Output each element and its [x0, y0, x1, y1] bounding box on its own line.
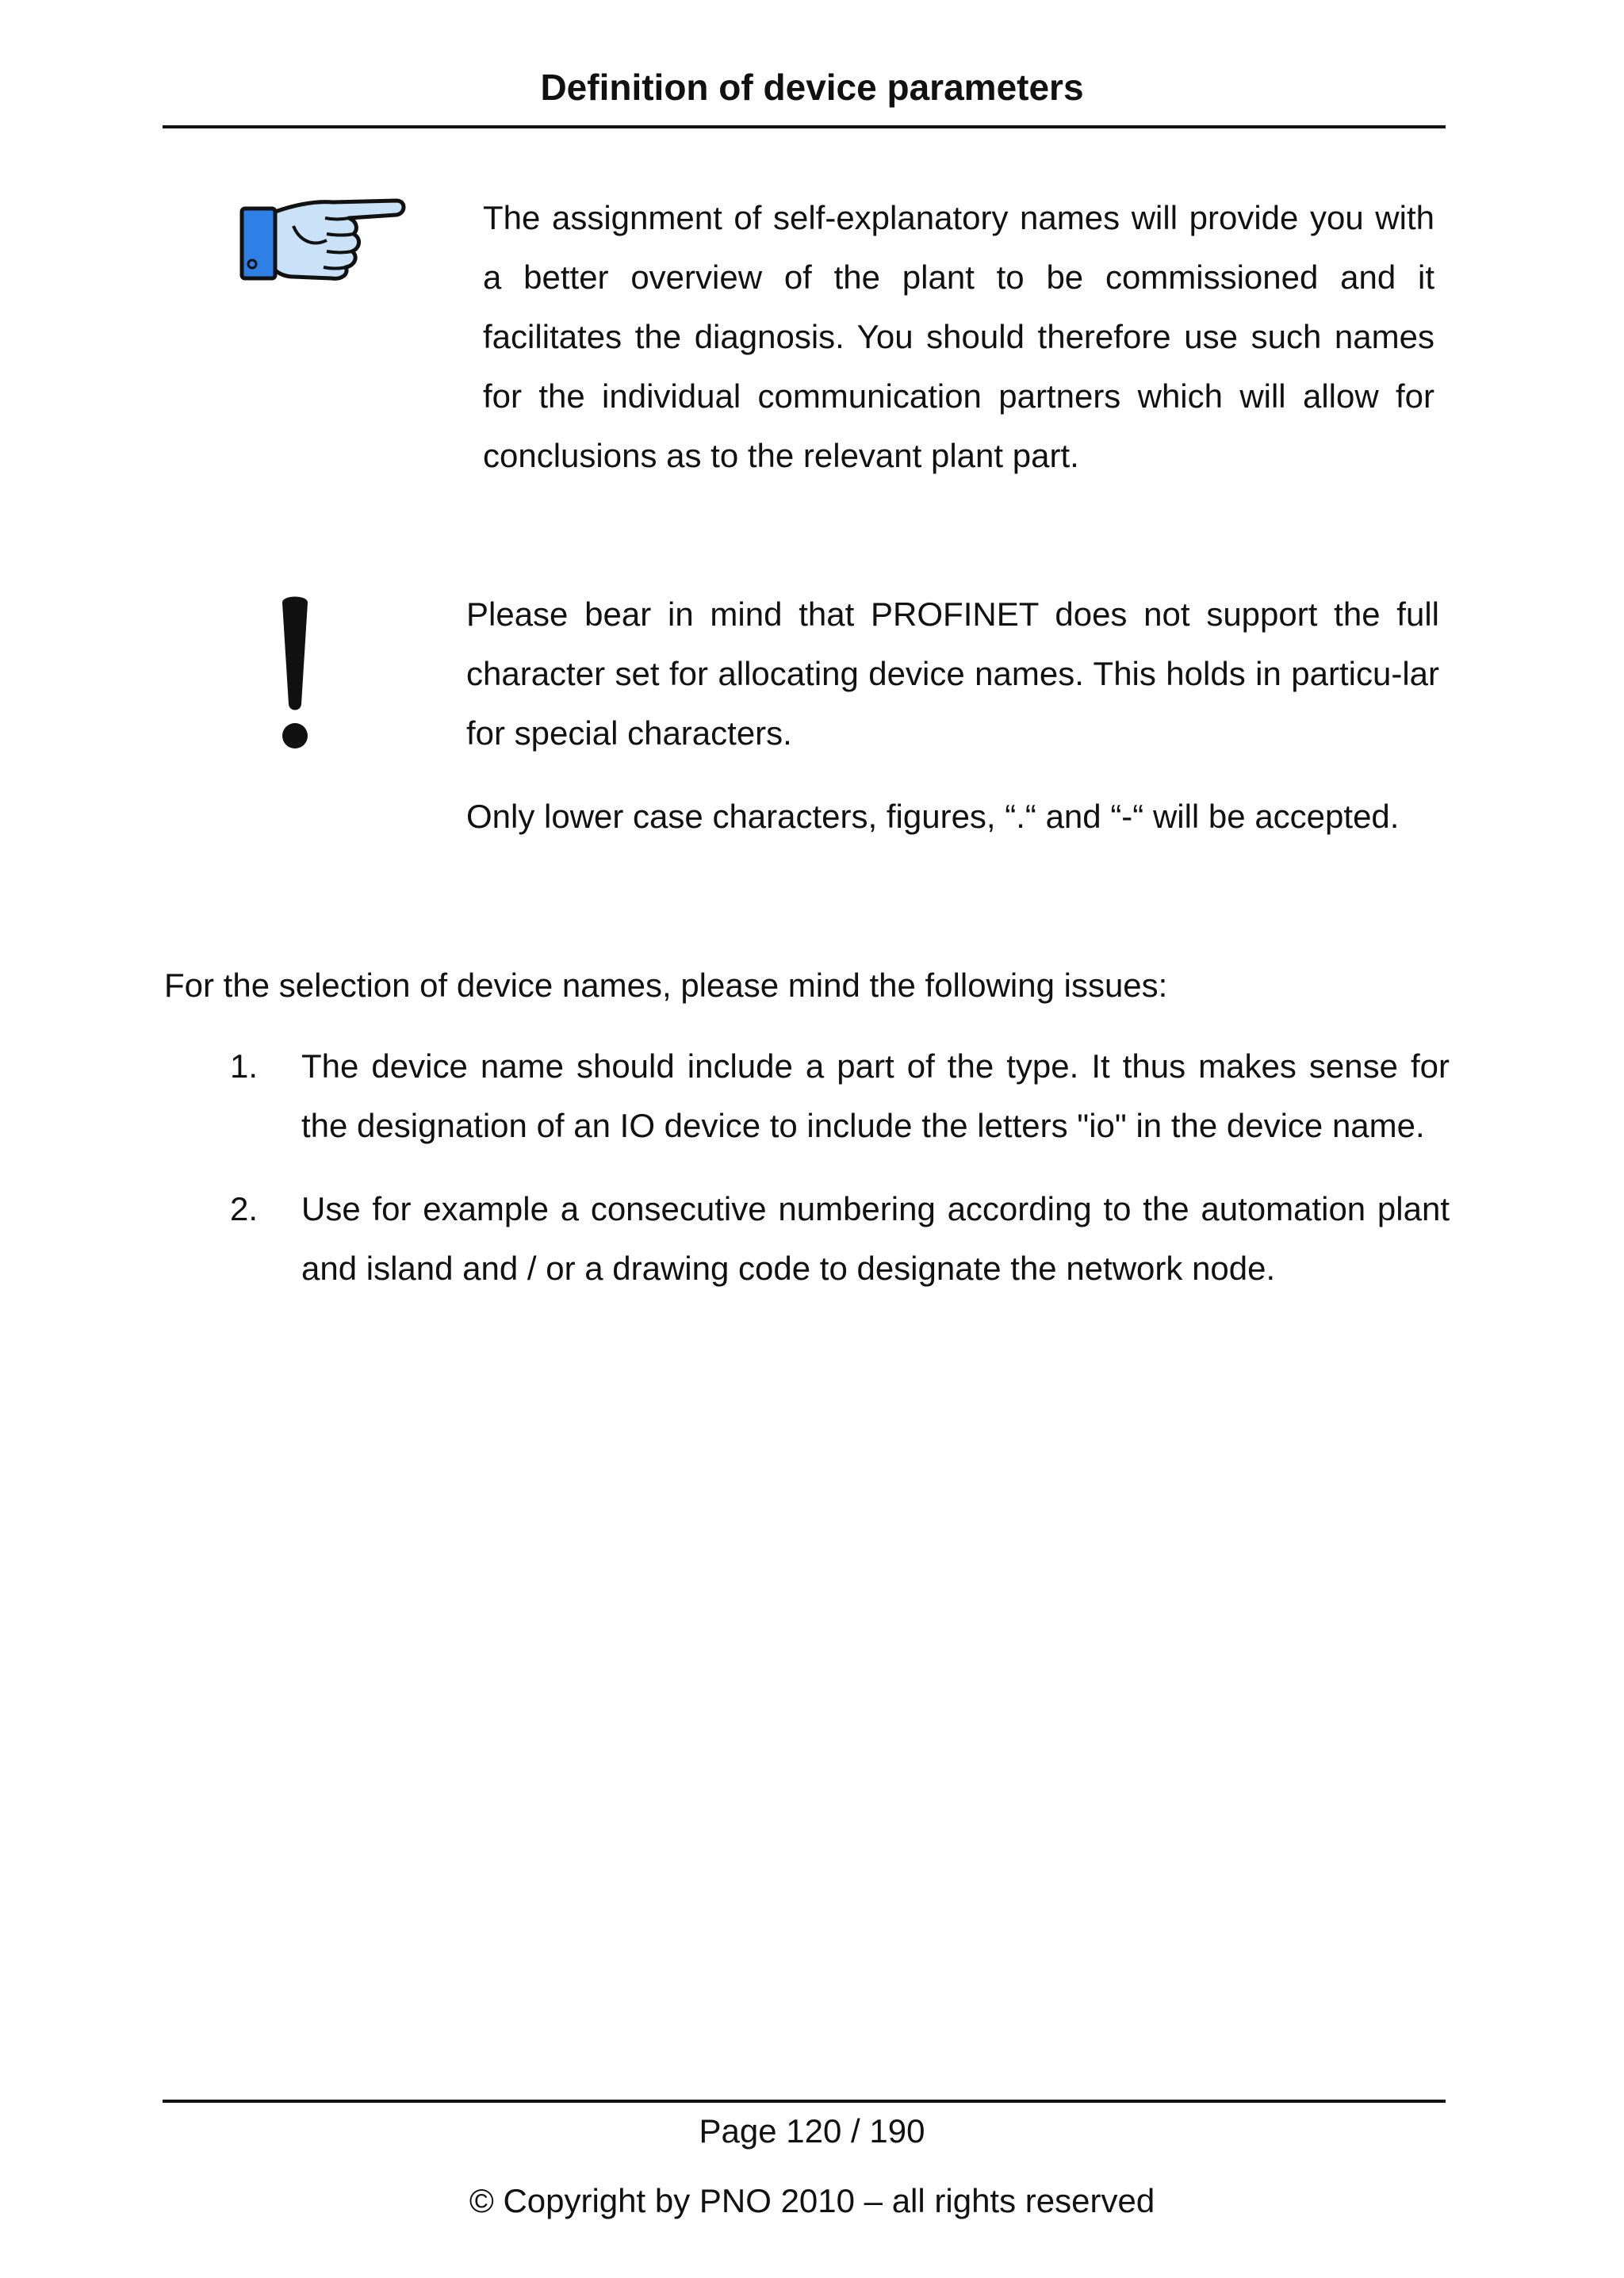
- numbered-list: [230, 1036, 1450, 1322]
- footer-divider: [163, 2100, 1446, 2103]
- tip-note-text: The assignment of self-explanatory names will provide you with a better overview of the plant to be commissioned and it facilitates the diagnosis. You should therefore use such names for the individual communication partners which will allow for conclusions as to the relevant plant part.: [483, 199, 1434, 474]
- list-item: [230, 1179, 1450, 1298]
- pointing-hand-icon: [238, 194, 408, 285]
- header-divider: [163, 125, 1446, 128]
- warning-note-paragraph-2: Only lower case characters, figures, “.“ and “-“ will be accepted.: [466, 798, 1400, 835]
- list-item-number: 2.: [230, 1190, 259, 1227]
- exclamation-icon: [279, 593, 311, 752]
- page-number: Page 120 / 190: [699, 2112, 925, 2150]
- warning-note: [466, 584, 1439, 846]
- list-item-number: 1.: [230, 1047, 259, 1085]
- list-item: [230, 1036, 1450, 1155]
- intro-paragraph: For the selection of device names, please mind the following issues:: [164, 967, 1168, 1004]
- page-header-title: Definition of device parameters: [540, 67, 1084, 108]
- list-item-text: The device name should include a part of the type. It thus makes sense for the designation of an IO device to include the letters "io" in the device name.: [301, 1047, 1450, 1144]
- list-item-text: Use for example a consecutive numbering according to the automation plant and island and / or a drawing code to designate the network node.: [301, 1190, 1450, 1287]
- copyright-notice: © Copyright by PNO 2010 – all rights reserved: [469, 2182, 1155, 2219]
- warning-note-paragraph-1: Please bear in mind that PROFINET does not support the full character set for allocating device names. This holds in particu-lar for special characters.: [466, 595, 1439, 752]
- tip-note: [483, 188, 1434, 485]
